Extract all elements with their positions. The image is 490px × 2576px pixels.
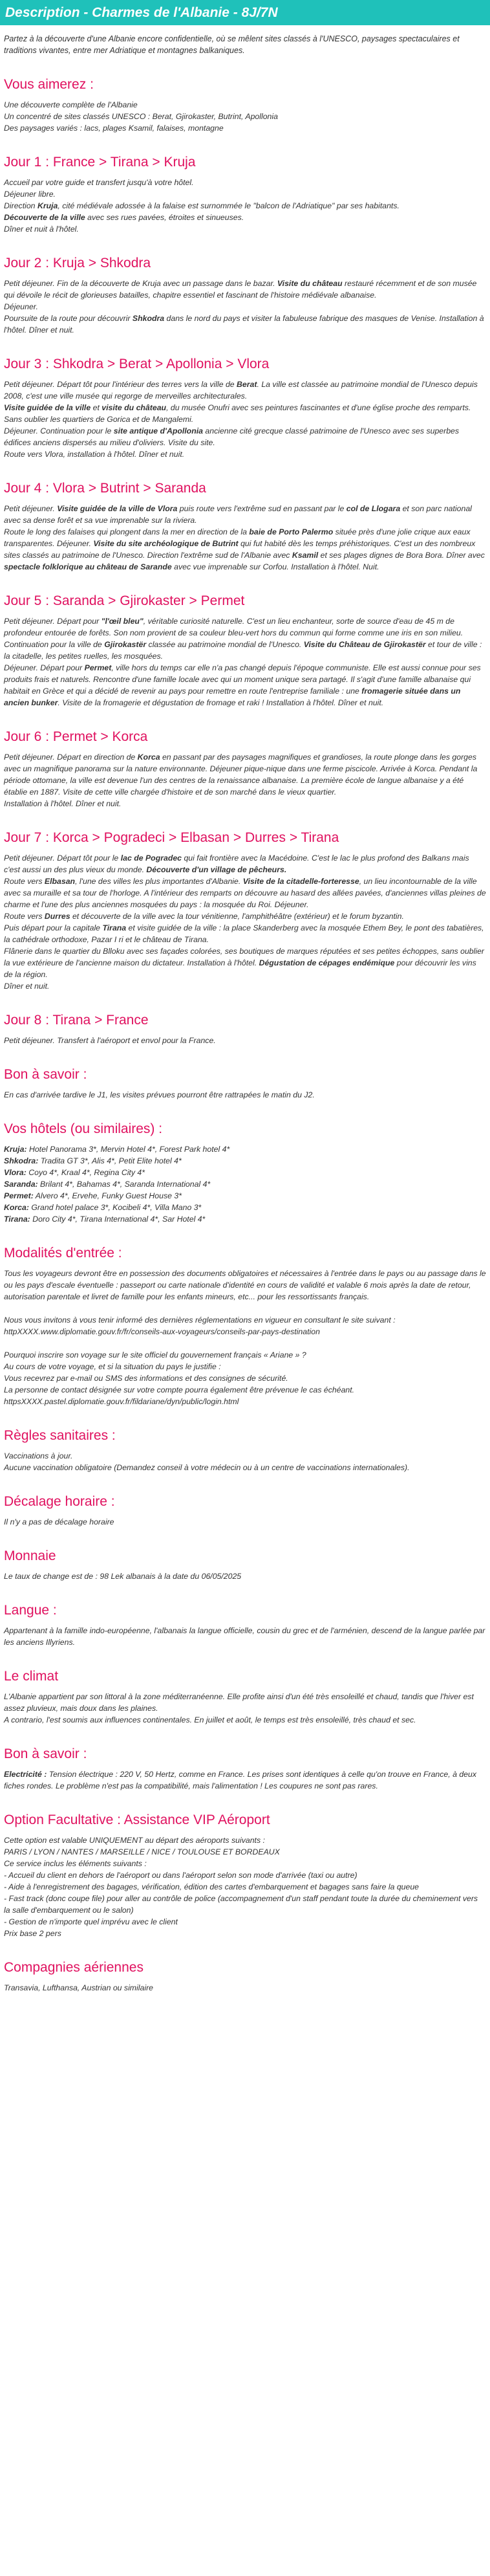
bold-text: Saranda: <box>4 1180 38 1189</box>
section-line: Petit déjeuner. Départ tôt pour le lac de Pogradec qui fait frontière avec la Macédoine. C'est le lac le plus profond des Balkans mais c'est aussi un des plus vieux du monde. Découverte d'un village de pêcheurs. <box>4 853 469 874</box>
bold-text: Ksamil <box>292 551 319 560</box>
section-line: Tous les voyageurs devront être en possession des documents obligatoires et nécessaires à l'entrée dans le pays ou au passage dans le ou les pays d'escale éventuelle : passeport ou carte nationale d'identité en cours de validité et valable 6 mois après la date de retour, autorisation parentale et livret de famille pour les enfants mineurs, etc... pour les ressortissants français. <box>4 1269 486 1301</box>
bold-text: baie de Porto Palermo <box>249 527 334 536</box>
section-body <box>4 1834 486 1939</box>
sections-container <box>4 77 486 1994</box>
section-heading: Jour 2 : Kruja > Shkodra <box>4 256 151 270</box>
section-line: Cette option est valable UNIQUEMENT au départ des aéroports suivants : <box>4 1836 265 1845</box>
bold-text: Durres <box>44 912 70 921</box>
bold-text: Kruja <box>37 201 58 210</box>
bold-text: Gjirokastër <box>104 640 147 649</box>
section-heading: Jour 5 : Saranda > Gjirokaster > Permet <box>4 593 245 608</box>
section-line: PARIS / LYON / NANTES / MARSEILLE / NICE / TOULOUSE ET BORDEAUX <box>4 1847 280 1856</box>
section-line: Kruja: Hotel Panorama 3*, Mervin Hotel 4*, Forest Park hotel 4* <box>4 1145 230 1154</box>
bold-text: Tirana <box>102 923 127 932</box>
section-body <box>4 1625 486 1648</box>
bold-text: Visite du château <box>277 279 343 288</box>
section-line: Au cours de votre voyage, et si la situation du pays le justifie : <box>4 1362 221 1371</box>
bold-text: Korca: <box>4 1203 29 1212</box>
section-body <box>4 852 486 992</box>
bold-text: Permet <box>84 663 112 672</box>
section-line: Installation à l'hôtel. Dîner et nuit. <box>4 799 122 808</box>
section-line: Tirana: Doro City 4*, Tirana International 4*, Sar Hotel 4* <box>4 1215 206 1224</box>
section-line: Ce service inclus les éléments suivants : <box>4 1859 147 1868</box>
section-heading: Bon à savoir : <box>4 1067 87 1082</box>
section-heading: Jour 7 : Korca > Pogradeci > Elbasan > Durres > Tirana <box>4 830 339 845</box>
bold-text: Visite guidée de la ville <box>4 403 91 412</box>
section-body <box>4 615 486 709</box>
section-line: Le taux de change est de : 98 Lek albanais à la date du 06/05/2025 <box>4 1572 242 1581</box>
section-body <box>4 379 486 460</box>
section-line: Petit déjeuner. Fin de la découverte de Kruja avec un passage dans le bazar. Visite du château restauré récemment et de son musée qui dévoile le récit de glorieuses batailles, chapitre essentiel et fascinant de l'histoire médiévale albanaise. <box>4 279 477 300</box>
bold-text: Visite du Château de Gjirokastër <box>303 640 426 649</box>
section-line: Transavia, Lufthansa, Austrian ou similaire <box>4 1983 154 1992</box>
section-line: - Gestion de n'importe quel imprévu avec le client <box>4 1917 178 1926</box>
section-line: L'Albanie appartient par son littoral à la zone méditerranéenne. Elle profite ainsi d'un été très ensoleillé et chaud, tandis que l'hiver est assez pluvieux, mais doux dans les plaines. <box>4 1692 474 1713</box>
bold-text: Berat <box>237 380 257 389</box>
bold-text: Dégustation de cépages endémique <box>259 958 395 967</box>
section-line: Déjeuner. Continuation pour le site antique d'Apollonia ancienne cité grecque classé patrimoine de l'Unesco avec ses superbes édifices anciens dispersés au milieu d'oliviers. Visite du site. <box>4 426 460 447</box>
section-line <box>4 1338 486 1349</box>
section-heading: Bon à savoir : <box>4 1746 87 1761</box>
section-body <box>4 751 486 809</box>
section-line: Découverte de la ville avec ses rues pavées, étroites et sinueuses. <box>4 213 244 222</box>
section-line: Pourquoi inscrire son voyage sur le site officiel du gouvernement français « Ariane » ? <box>4 1350 306 1360</box>
bold-text: visite du château <box>101 403 167 412</box>
section-line: Déjeuner. Départ pour Permet, ville hors du temps car elle n'a pas changé depuis l'époque communiste. Elle est aussi connue pour ses produits frais et naturels. Rencontre d'une famille locale avec qui un moment unique sera partagé. Il s'agit d'une famille albanaise qui habitait en Grèce et qui a décidé de revenir au pays pour remettre en route l'entreprise familiale : une fromagerie située dans un ancien bunker. Visite de la fromagerie et dégustation de fromage et raki ! Installation à l'hôtel. Dîner et nuit. <box>4 663 481 707</box>
section-line: Des paysages variés : lacs, plages Ksamil, falaises, montagne <box>4 124 224 133</box>
section-body <box>4 1035 486 1046</box>
section-heading: Règles sanitaires : <box>4 1428 116 1443</box>
intro-text: Partez à la découverte d'une Albanie encore confidentielle, où se mêlent sites classés à l'UNESCO, paysages spectaculaires et traditions vivantes, entre mer Adriatique et montagnes balkaniques. <box>4 34 460 55</box>
section-line: Vlora: Coyo 4*, Kraal 4*, Regina City 4* <box>4 1168 145 1177</box>
section-heading: Jour 8 : Tirana > France <box>4 1013 149 1028</box>
section-line: Il n'y a pas de décalage horaire <box>4 1517 114 1526</box>
section-line: Route vers Vlora, installation à l'hôtel. Dîner et nuit. <box>4 450 185 459</box>
section-body <box>4 1570 486 1582</box>
section-heading: Compagnies aériennes <box>4 1960 144 1975</box>
section-line: Permet: Alvero 4*, Ervehe, Funky Guest House 3* <box>4 1191 182 1200</box>
bold-text: lac de Pogradec <box>120 853 182 863</box>
section-line: Poursuite de la route pour découvrir Shkodra dans le nord du pays et visiter la fabuleuse fabrique des masques de Venise. Installation à l'hôtel. Dîner et nuit. <box>4 314 484 335</box>
bold-text: Electricité : <box>4 1770 47 1779</box>
section-line: Petit déjeuner. Départ pour "l'œil bleu", véritable curiosité naturelle. C'est un lieu enchanteur, sorte de source d'eau de 45 m de profondeur entourée de forêts. Son nom provient de sa couleur bleu-vert hors du commun qui forme comme une iris en son milieu. <box>4 617 463 637</box>
section-body <box>4 1089 486 1101</box>
section-heading: Modalités d'entrée : <box>4 1246 122 1260</box>
section-heading: Monnaie <box>4 1548 56 1563</box>
section-line: Visite guidée de la ville et visite du château, du musée Onufri avec ses peintures fascinantes et d'une église proche des remparts. Sans oublier les quartiers de Gorica et de Mangalemi. <box>4 403 471 424</box>
section-body <box>4 1143 486 1225</box>
section-body <box>4 1691 486 1726</box>
section-body <box>4 1768 486 1792</box>
bold-text: col de Llogara <box>346 504 401 513</box>
bold-text: site antique d'Apollonia <box>113 426 203 435</box>
bold-text: fromagerie située dans un ancien bunker <box>4 687 461 707</box>
page-title: Description - Charmes de l'Albanie - 8J/7N <box>0 0 490 25</box>
section-line: Flânerie dans le quartier du Blloku avec ses façades colorées, ses boutiques de marques réputées et ses petites échoppes, sans oublier la vue extérieure de l'ancienne maison du dictateur. Installation à l'hôtel. Dégustation de cépages endémique pour découvrir les vins de la région. <box>4 947 485 979</box>
section-heading: Le climat <box>4 1669 59 1684</box>
section-line: Déjeuner libre. <box>4 190 56 199</box>
section-line: Route vers Elbasan, l'une des villes les plus importantes d'Albanie. Visite de la citadelle-forteresse, un lieu incontournable de la ville avec sa muraille et sa tour de l'horloge. A l'intérieur des remparts on découvre au hasard des allées pavées, d'anciennes villas pleines de charme et l'une des plus anciennes mosquées du pays : la mosquée du Roi. Déjeuner. <box>4 877 486 909</box>
section-body <box>4 278 486 336</box>
section-heading: Jour 6 : Permet > Korca <box>4 729 148 744</box>
section-line: Korca: Grand hotel palace 3*, Kocibeli 4*, Villa Mano 3* <box>4 1203 202 1212</box>
section-line: Petit déjeuner. Visite guidée de la ville de Vlora puis route vers l'extrême sud en passant par le col de Llogara et son parc national avec sa dense forêt et sa vue imprenable sur la riviera. <box>4 504 472 525</box>
section-line: Electricité : Tension électrique : 220 V, 50 Hertz, comme en France. Les prises sont identiques à celle qu'on trouve en France, à deux fiches rondes. Le problème n'est pas la compatibilité, mais l'alimentation ! Les coupures ne sont pas rares. <box>4 1770 477 1790</box>
section-heading: Langue : <box>4 1603 57 1618</box>
section-heading: Jour 4 : Vlora > Butrint > Saranda <box>4 481 206 496</box>
section-line: Shkodra: Tradita GT 3*, Alis 4*, Petit Elite hotel 4* <box>4 1156 182 1165</box>
section-line: Dîner et nuit. <box>4 982 50 991</box>
bold-text: Elbasan <box>44 877 76 886</box>
content <box>0 33 490 1994</box>
section-heading: Jour 3 : Shkodra > Berat > Apollonia > Vlora <box>4 357 270 371</box>
section-line: Saranda: Brilant 4*, Bahamas 4*, Saranda International 4* <box>4 1180 211 1189</box>
section-line: Petit déjeuner. Départ tôt pour l'intérieur des terres vers la ville de Berat. La ville est classée au patrimoine mondial de l'Unesco depuis 2008, c'est une ville musée qui regorge de merveilles architecturales. <box>4 380 478 401</box>
section-heading: Vos hôtels (ou similaires) : <box>4 1121 163 1136</box>
section-line: La personne de contact désignée sur votre compte pourra également être prévenue le cas échéant. <box>4 1385 355 1394</box>
section-body <box>4 1516 486 1528</box>
section-line: Continuation pour la ville de Gjirokastër classée au patrimoine mondial de l'Unesco. Visite du Château de Gjirokastër et tour de ville : la citadelle, les petites ruelles, les mosquées. <box>4 640 482 661</box>
section-body <box>4 503 486 573</box>
section-heading: Décalage horaire : <box>4 1494 115 1509</box>
section-line: Appartenant à la famille indo-européenne, l'albanais la langue officielle, cousin du grec et de l'arménien, descend de la langue parlée par les anciens Illyriens. <box>4 1626 485 1647</box>
section-line: Petit déjeuner. Départ en direction de Korca en passant par des paysages magnifiques et grandioses, la route plonge dans les gorges avec un magnifique panorama sur la nature environnante. Déjeuner pique-nique dans une ferme piscicole. Arrivée à Korca. Pendant la période ottomane, la ville est devenue l'un des centres de la renaissance albanaise. La première école de langue albanaise y a été établie en 1887. Visite de cette ville chargée d'histoire et de son marché dans le vieux quartier. <box>4 753 478 797</box>
section-line: Un concentré de sites classés UNESCO : Berat, Gjirokaster, Butrint, Apollonia <box>4 112 278 121</box>
section-line: Route le long des falaises qui plongent dans la mer en direction de la baie de Porto Palermo située près d'une jolie crique aux eaux transparentes. Déjeuner. Visite du site archéologique de Butrint qui fut habité dès les temps préhistoriques. C'est un des nombreux sites classés au patrimoine de l'Unesco. Direction l'extrême sud de l'Albanie avec Ksamil et ses plages dignes de Bora Bora. Dîner avec spectacle folklorique au château de Sarande avec vue imprenable sur Corfou. Installation à l'hôtel. Nuit. <box>4 527 485 571</box>
bold-text: Découverte de la ville <box>4 213 85 222</box>
section-line: Petit déjeuner. Transfert à l'aéroport et envol pour la France. <box>4 1036 216 1045</box>
bold-text: Shkodra <box>132 314 165 323</box>
section-body <box>4 1450 486 1473</box>
section-line: - Aide à l'enregistrement des bagages, vérification, édition des cartes d'embarquement et bagages sans faire la queue <box>4 1882 420 1891</box>
section-line: - Fast track (donc coupe file) pour aller au contrôle de police (accompagnement d'un staff pendant toute la durée du cheminement vers la salle d'embarquement ou le salon) <box>4 1894 478 1915</box>
bold-text: Visite guidée de la ville de Vlora <box>57 504 178 513</box>
section-heading: Jour 1 : France > Tirana > Kruja <box>4 155 196 170</box>
section-body <box>4 1982 486 1994</box>
section-line: Déjeuner. <box>4 302 38 311</box>
bold-text: Visite du site archéologique de Butrint <box>93 539 239 548</box>
section-body <box>4 177 486 235</box>
section-line <box>4 1303 486 1314</box>
section-body <box>4 99 486 134</box>
section-heading: Option Facultative : Assistance VIP Aéroport <box>4 1812 270 1827</box>
section-line: Route vers Durres et découverte de la ville avec la tour vénitienne, l'amphithéâtre (extérieur) et le forum byzantin. <box>4 912 404 921</box>
bold-text: Permet: <box>4 1191 34 1200</box>
section-heading: Vous aimerez : <box>4 77 94 92</box>
section-line: Vaccinations à jour. <box>4 1451 73 1460</box>
bold-text: Korca <box>137 753 160 762</box>
section-line: Aucune vaccination obligatoire (Demandez conseil à votre médecin ou à un centre de vaccinations internationales). <box>4 1463 410 1472</box>
bold-text: Tirana: <box>4 1215 30 1224</box>
bold-text: Découverte d'un village de pêcheurs. <box>146 865 287 874</box>
section-line: Prix base 2 pers <box>4 1929 61 1938</box>
section-line: Accueil par votre guide et transfert jusqu'à votre hôtel. <box>4 178 194 187</box>
bold-text: Shkodra: <box>4 1156 39 1165</box>
section-line: Dîner et nuit à l'hôtel. <box>4 225 79 234</box>
section-body <box>4 1268 486 1407</box>
section-line: Nous vous invitons à vous tenir informé des dernières réglementations en vigueur en consultant le site suivant : httpXXXX.www.diplomatie.gouv.fr/fr/conseils-aux-voyageurs/conseils-par-pays-destination <box>4 1316 396 1336</box>
section-line: - Accueil du client en dehors de l'aéroport ou dans l'aéroport selon son mode d'arrivée (taxi ou autre) <box>4 1871 357 1880</box>
bold-text: Kruja: <box>4 1145 27 1154</box>
section-line: En cas d'arrivée tardive le J1, les visites prévues pourront être rattrapées le matin du J2. <box>4 1090 315 1099</box>
section-line: Vous recevrez par e-mail ou SMS des informations et des consignes de sécurité. <box>4 1374 288 1383</box>
section-line: Une découverte complète de l'Albanie <box>4 100 138 109</box>
section-line: httpsXXXX.pastel.diplomatie.gouv.fr/fildariane/dyn/public/login.html <box>4 1397 239 1406</box>
bold-text: Visite de la citadelle-forteresse <box>242 877 359 886</box>
bold-text: spectacle folklorique au château de Sarande <box>4 562 172 571</box>
bold-text: "l'œil bleu" <box>101 617 144 626</box>
section-line: Direction Kruja, cité médiévale adossée à la falaise est surnommée le "balcon de l'Adriatique" par ses habitants. <box>4 201 399 210</box>
section-line: A contrario, l'est soumis aux influences continentales. En juillet et août, le temps est très ensoleillé, très chaud et sec. <box>4 1715 416 1724</box>
section-line: Puis départ pour la capitale Tirana et visite guidée de la ville : la place Skanderberg avec la mosquée Ethem Bey, le pont des tabatières, la cathédrale orthodoxe, Pazar I ri et le château de Tirana. <box>4 923 484 944</box>
bold-text: Vlora: <box>4 1168 27 1177</box>
